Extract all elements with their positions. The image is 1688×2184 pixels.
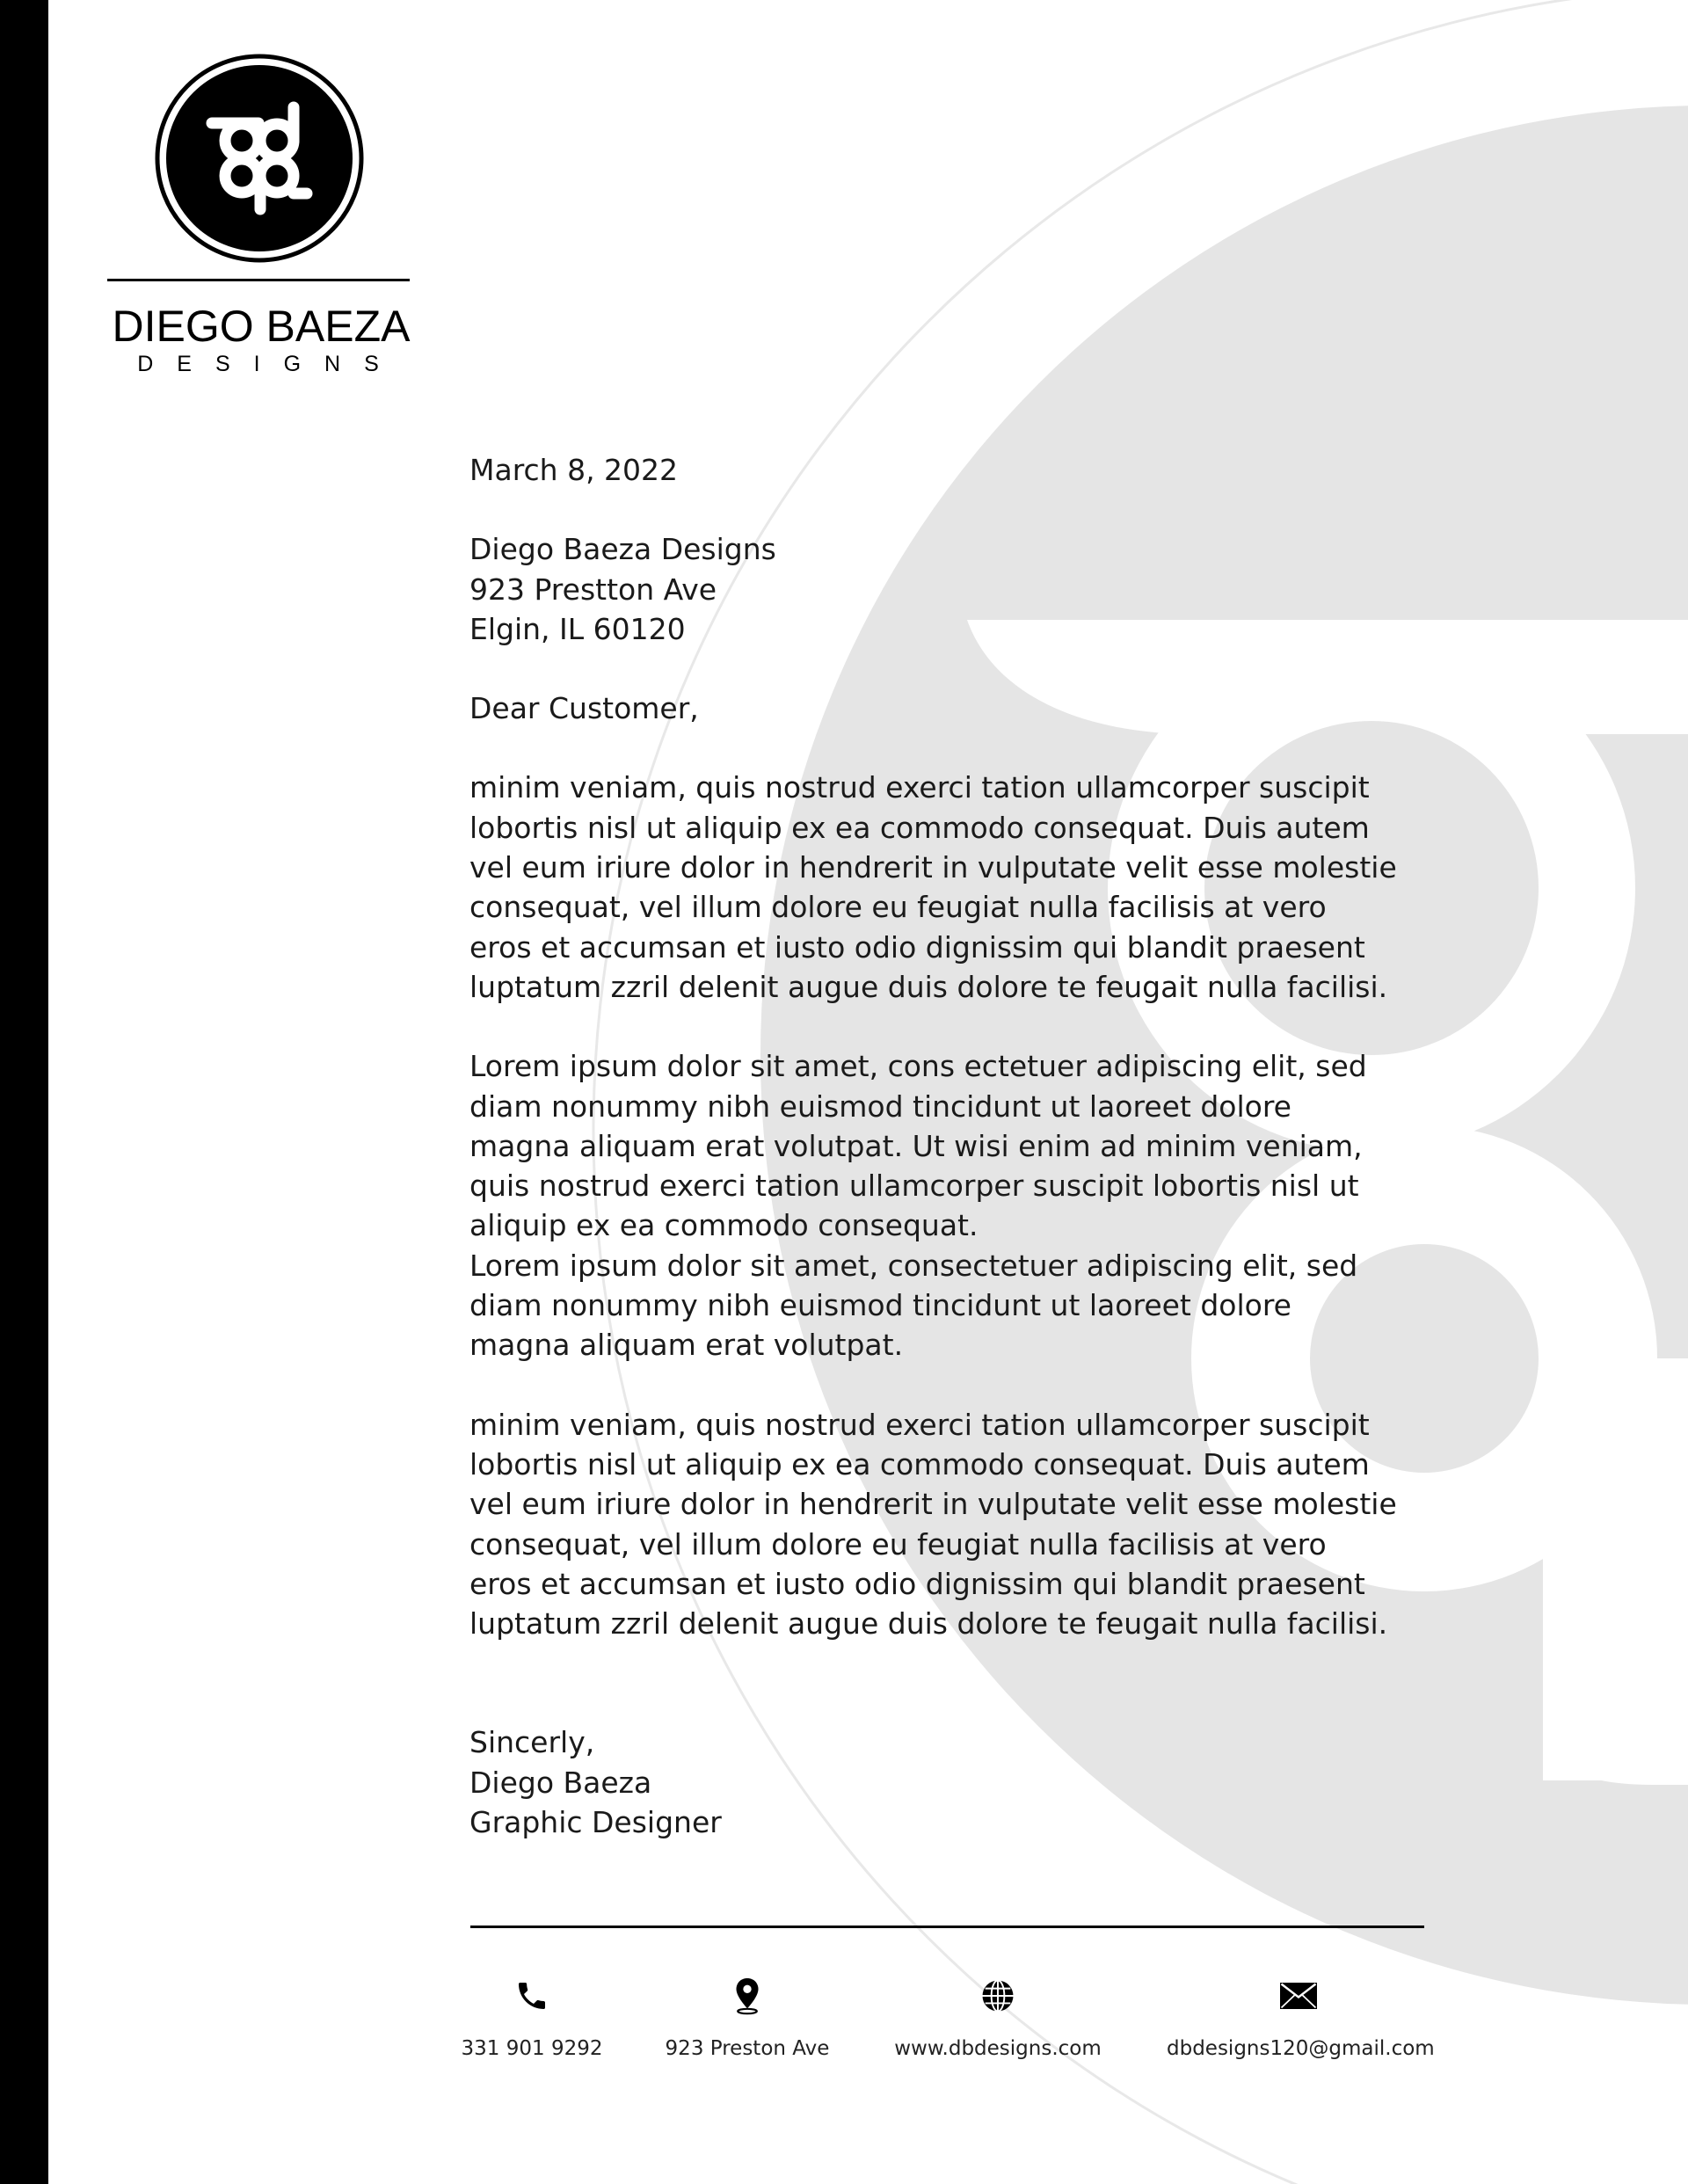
paragraph-2 xyxy=(469,1046,1481,1365)
location-pin-icon xyxy=(730,1977,765,2015)
monogram-logo-icon xyxy=(154,53,365,264)
text-line: luptatum zzril delenit augue duis dolore te feugait nulla facilisi. xyxy=(469,969,1388,1004)
contact-address xyxy=(615,1974,879,2060)
contact-email xyxy=(1167,1974,1435,2060)
contact-label: dbdesigns120@gmail.com xyxy=(1167,2037,1435,2060)
address-line: 923 Prestton Ave xyxy=(469,571,717,607)
text-line: minim veniam, quis nostrud exerci tation ullamcorper suscipit xyxy=(469,1407,1370,1442)
text-line: Lorem ipsum dolor sit amet, cons ectetuer adipiscing elit, sed xyxy=(469,1049,1367,1084)
text-line: eros et accumsan et iusto odio dignissim qui blandit praesent xyxy=(469,929,1365,965)
letter-body xyxy=(469,450,1481,1842)
contact-label: 331 901 9292 xyxy=(461,2037,603,2060)
text-line: luptatum zzril delenit augue duis dolore te feugait nulla facilisi. xyxy=(469,1606,1388,1642)
left-black-bar xyxy=(0,0,48,2184)
envelope-icon xyxy=(1280,1982,1317,2010)
text-line: lobortis nisl ut aliquip ex ea commodo consequat. Duis autem xyxy=(469,1446,1370,1481)
brand-subtitle: DESIGNS xyxy=(137,352,403,376)
salutation: Dear Customer, xyxy=(469,691,699,726)
text-line: magna aliquam erat volutpat. Ut wisi enim ad minim veniam, xyxy=(469,1128,1363,1163)
text-line: eros et accumsan et iusto odio dignissim qui blandit praesent xyxy=(469,1566,1365,1601)
footer-divider xyxy=(470,1926,1424,1928)
text-line: consequat, vel illum dolore eu feugiat nulla facilisis at vero xyxy=(469,890,1327,925)
text-line: diam nonummy nibh euismod tincidunt ut laoreet dolore xyxy=(469,1288,1291,1323)
closing: Sincerly, xyxy=(469,1725,595,1760)
text-line: vel eum iriure dolor in hendrerit in vulputate velit esse molestie xyxy=(469,1487,1397,1522)
brand-name: DIEGO BAEZA xyxy=(112,302,411,351)
address-line: Elgin, IL 60120 xyxy=(469,611,686,646)
paragraph-1 xyxy=(469,768,1481,1007)
text-line: vel eum iriure dolor in hendrerit in vulputate velit esse molestie xyxy=(469,850,1397,885)
text-line: aliquip ex ea commodo consequat. xyxy=(469,1208,979,1243)
text-line: quis nostrud exerci tation ullamcorper suscipit lobortis nisl ut xyxy=(469,1168,1359,1204)
text-line: minim veniam, quis nostrud exerci tation ullamcorper suscipit xyxy=(469,770,1370,805)
text-line: diam nonummy nibh euismod tincidunt ut laoreet dolore xyxy=(469,1088,1291,1124)
logo-divider xyxy=(107,279,410,281)
text-line: Lorem ipsum dolor sit amet, consectetuer adipiscing elit, sed xyxy=(469,1248,1358,1283)
text-line: lobortis nisl ut aliquip ex ea commodo consequat. Duis autem xyxy=(469,810,1370,845)
address-line: Diego Baeza Designs xyxy=(469,532,776,567)
signer-name: Diego Baeza xyxy=(469,1765,652,1800)
paragraph-3 xyxy=(469,1405,1481,1644)
phone-icon xyxy=(514,1978,549,2013)
contact-label: 923 Preston Ave xyxy=(665,2037,830,2060)
contact-website xyxy=(866,1974,1130,2060)
contact-label: www.dbdesigns.com xyxy=(894,2037,1102,2060)
globe-icon xyxy=(979,1977,1016,2014)
text-line: consequat, vel illum dolore eu feugiat nulla facilisis at vero xyxy=(469,1526,1327,1562)
signer-title: Graphic Designer xyxy=(469,1805,722,1840)
text-line: magna aliquam erat volutpat. xyxy=(469,1328,904,1363)
letter-date: March 8, 2022 xyxy=(469,453,679,487)
